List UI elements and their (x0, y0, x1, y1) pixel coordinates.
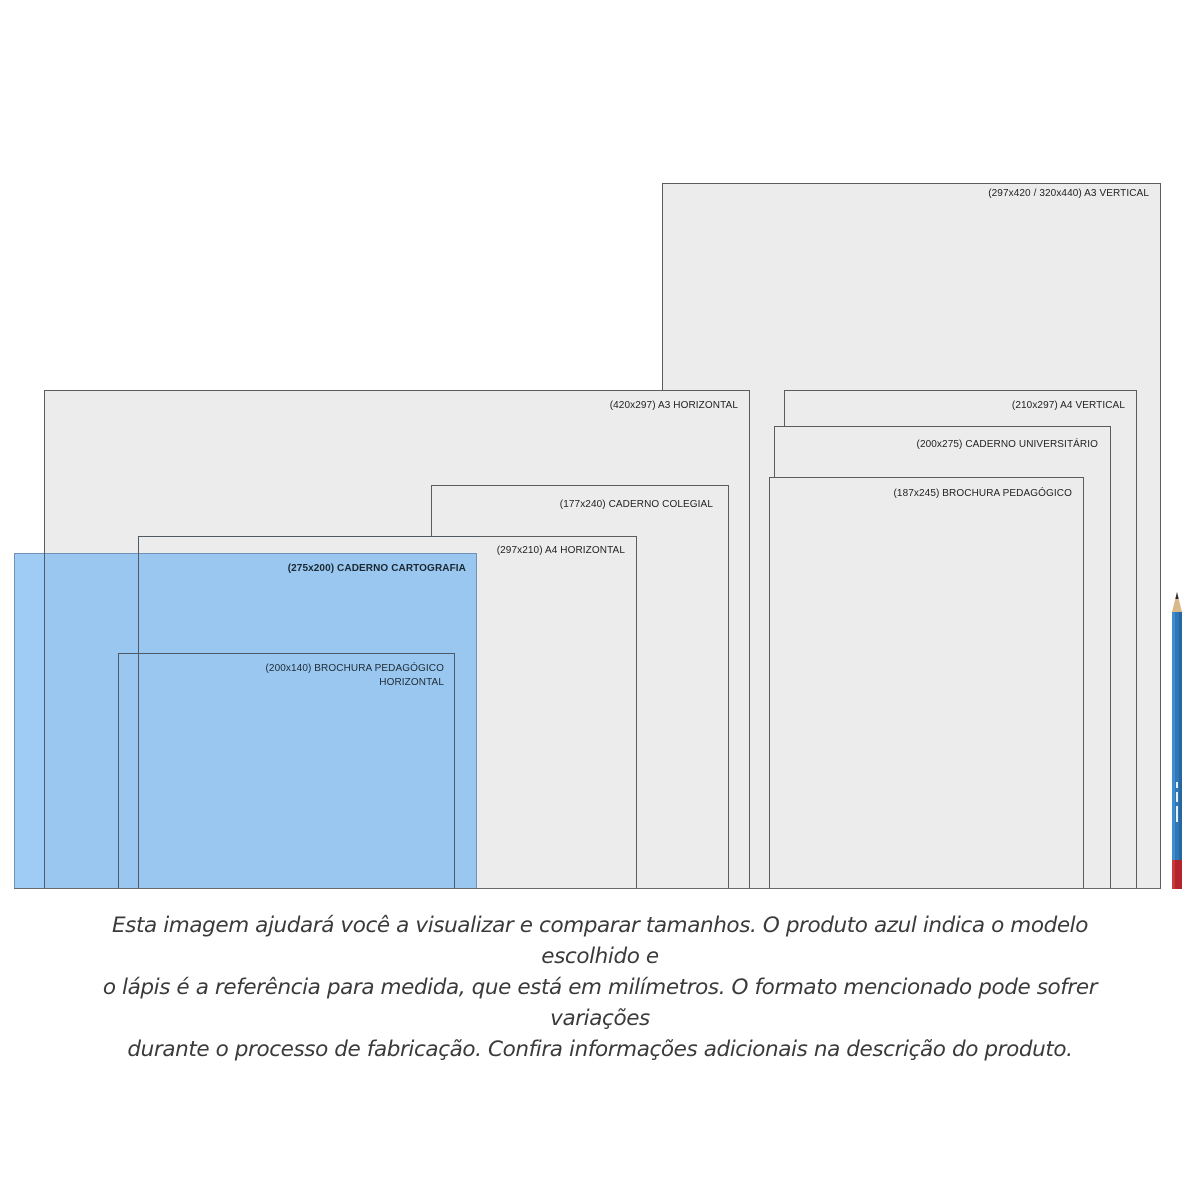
sheet-label-caderno-colegial: (177x240) CADERNO COLEGIAL (559, 499, 713, 510)
sheet-label-a3-horizontal: (420x297) A3 HORIZONTAL (609, 400, 738, 411)
sheet-label-a4-vertical: (210x297) A4 VERTICAL (1011, 400, 1125, 411)
sheet-label-caderno-universitario: (200x275) CADERNO UNIVERSITÁRIO (916, 439, 1098, 450)
sheet-label-brochura-pedagogico: (187x245) BROCHURA PEDAGÓGICO (893, 488, 1072, 499)
caption-line-2: o lápis é a referência para medida, que está em milímetros. O formato mencionado pode sofrer variações (102, 975, 1098, 1031)
sheet-label-brochura-pedagogico-horizontal: (200x140) BROCHURA PEDAGÓGICO HORIZONTAL (265, 663, 444, 688)
caption-line-3: durante o processo de fabricação. Confira informações adicionais na descrição do produto. (127, 1037, 1073, 1062)
sheet-brochura-pedagogico (769, 477, 1084, 889)
pencil-icon (1169, 592, 1185, 889)
sheet-label-caderno-cartografia: (275x200) CADERNO CARTOGRAFIA (287, 563, 466, 574)
baseline (14, 888, 1161, 889)
a3-horizontal-edge-overlay (44, 553, 45, 889)
sheet-label-a4-horizontal: (297x210) A4 HORIZONTAL (496, 545, 625, 556)
sheet-brochura-pedagogico-horizontal (118, 653, 455, 889)
caption-line-1: Esta imagem ajudará você a visualizar e comparar tamanhos. O produto azul indica o modelo escolhido e (112, 913, 1088, 969)
caption (60, 910, 1140, 1065)
sheet-label-a3-vertical: (297x420 / 320x440) A3 VERTICAL (988, 188, 1149, 199)
